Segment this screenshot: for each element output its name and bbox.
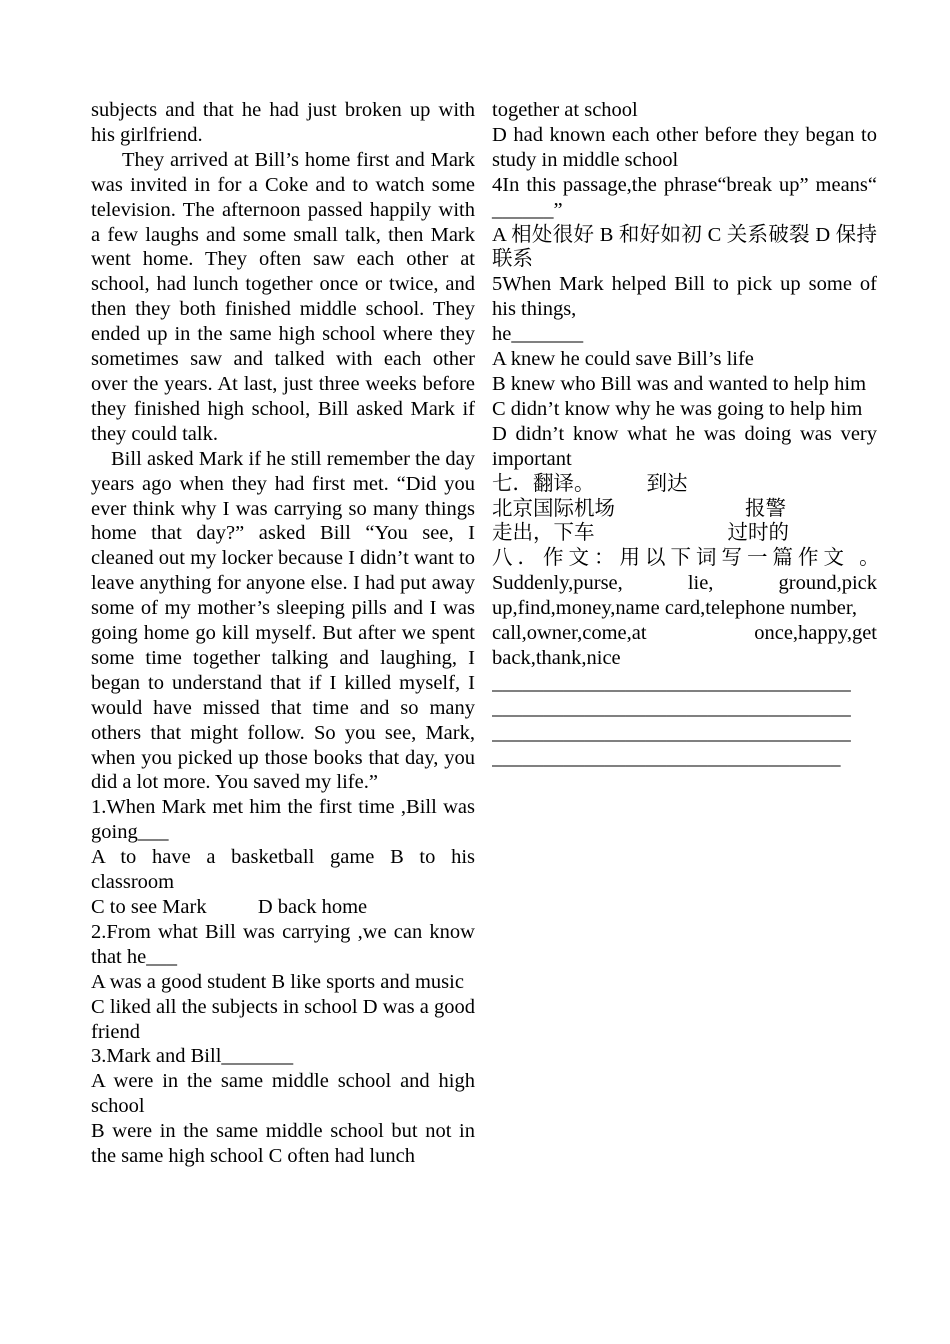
question-1: 1.When Mark met him the first time ,Bill was going___ [91,796,475,844]
question-3-option-d: D had known each other before they began to study in middle school [492,123,877,171]
translation-item-outdated: 过时的 [727,522,789,545]
translation-row-1 [492,472,877,497]
question-5-option-d: D didn’t know what he was doing was very important [492,422,877,470]
translation-row-2 [492,497,877,522]
question-2-options-cd: C liked all the subjects in school D was a good friend [91,995,475,1043]
question-5-option-c: C didn’t know why he was going to help him [492,397,863,420]
translation-item-arrive: 到达 [646,472,688,495]
translation-heading: 七．翻译。 [492,472,595,495]
question-5-blank: he_______ [492,323,584,346]
writing-line: ___________________________________ [492,721,851,744]
translation-item-airport: 北京国际机场 [492,497,615,520]
writing-line: __________________________________ [492,746,841,769]
question-1-options-ab: A to have a basketball game B to his classroom [91,846,475,894]
question-5: 5When Mark helped Bill to pick up some of his things, [492,273,877,321]
question-5-option-a: A knew he could save Bill’s life [492,348,754,371]
writing-line: ___________________________________ [492,696,851,719]
question-3-options-bc: B were in the same middle school but not in the same high school C often had lunch [91,1120,475,1168]
paragraph-continuation: subjects and that he had just broken up with his girlfriend. [91,99,475,146]
question-3: 3.Mark and Bill_______ [91,1045,294,1068]
composition-words: Suddenly,purse, lie, ground,pick up,find,money,name card,telephone number, [492,572,877,620]
translation-row-3 [492,521,877,546]
composition-words-2: call,owner,come,at once,happy,get back,thank,nice [492,622,877,669]
translation-item-get-off: 走出，下车 [492,522,595,545]
question-2-options-ab: A was a good student B like sports and music [91,970,464,993]
right-column [492,98,885,770]
left-column [91,98,475,1169]
question-4-options: A 相处很好 B 和好如初 C 关系破裂 D 保持联系 [492,223,877,271]
question-3-option-c-continued: together at school [492,99,638,121]
question-5-option-b: B knew who Bill was and wanted to help him [492,372,867,395]
question-1-options-cd: C to see Mark D back home [91,896,368,918]
composition-heading: 八．作文：用以下词写一篇作文 。 [492,547,885,570]
writing-line: ___________________________________ [492,671,851,694]
question-3-option-a: A were in the same middle school and high school [91,1070,475,1118]
paragraph-story: They arrived at Bill’s home first and Mark was invited in for a Coke and to watch some television. The afternoon passed happily with a few laughs and some small talk, then Mark went home. They often saw each other at school, had lunch together once or twice, and then they both finished middle school. They ended up in the same high school where they sometimes saw and talked with each other over the years. At last, just three weeks before they finished high school, Bill asked Mark if they could talk. [91,148,475,445]
question-4: 4In this passage,the phrase“break up” means“ ______” [492,173,877,221]
question-2: 2.From what Bill was carrying ,we can know that he___ [91,920,475,968]
translation-item-police: 报警 [745,497,786,520]
paragraph-story-ending: Bill asked Mark if he still remember the day years ago when they had first met. “Did you ever think why I was carrying so many things home that day?” asked Bill “You see, I cleaned out my locker because I didn’t want to leave anything for anyone else. I had put away some of my mother’s sleeping pills and I was going home go kill myself. But after we spent some time together talking and laughing, I began to understand that if I killed myself, I would have missed that time and so many others that might follow. So you see, Mark, when you picked up those books that day, you did a lot more. You saved my life.” [91,447,475,794]
